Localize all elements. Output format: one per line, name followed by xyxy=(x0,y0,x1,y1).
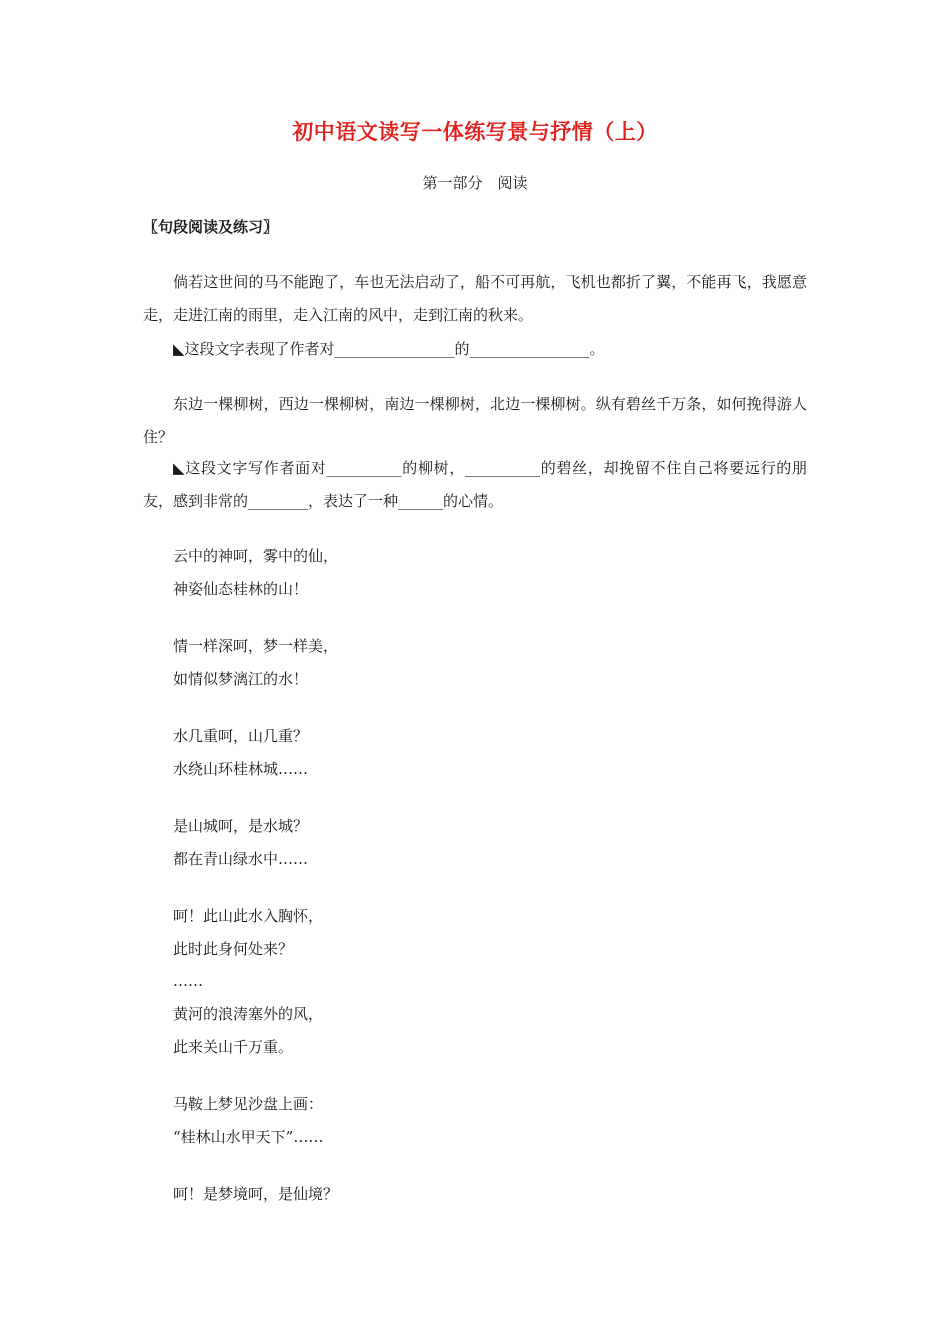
passage-2: 东边一棵柳树，西边一棵柳树，南边一棵柳树，北边一棵柳树。纵有碧丝千万条，如何挽得游人住？ xyxy=(143,395,807,446)
poem-line: 云中的神呵，雾中的仙， xyxy=(173,547,339,565)
poem-line: 情一样深呵，梦一样美， xyxy=(173,637,339,655)
poem-line: 都在青山绿水中…… xyxy=(173,850,309,868)
poem-line: 此来关山千万重。 xyxy=(173,1038,294,1056)
poem-line: 马鞍上梦见沙盘上画： xyxy=(173,1095,324,1113)
poem-line: 呵！此山此水入胸怀， xyxy=(173,907,324,925)
poem-line: 神姿仙态桂林的山！ xyxy=(173,580,309,598)
poem-ellipsis: …… xyxy=(173,972,203,990)
question-1: ◣这段文字表现了作者对________________的________________。 xyxy=(173,340,605,358)
poem-line: 呵！是梦境呵，是仙境？ xyxy=(173,1185,339,1203)
question-2: ◣这段文字写作者面对__________的柳树，__________的碧丝，却挽留不住自己将要远行的朋友，感到非常的________，表达了一种______的心情。 xyxy=(143,459,807,510)
part-subtitle: 第一部分 阅读 xyxy=(422,174,528,192)
poem-line: 此时此身何处来？ xyxy=(173,940,294,958)
poem-line: 水绕山环桂林城…… xyxy=(173,760,309,778)
document-title: 初中语文读写一体练写景与抒情（上） xyxy=(292,120,658,144)
poem-line: “桂林山水甲天下”…… xyxy=(173,1128,324,1146)
passage-1: 倘若这世间的马不能跑了，车也无法启动了，船不可再航，飞机也都折了翼，不能再飞，我愿意走，走进江南的雨里，走入江南的风中，走到江南的秋来。 xyxy=(143,273,807,324)
poem-line: 如情似梦漓江的水！ xyxy=(173,670,309,688)
poem-line: 黄河的浪涛塞外的风， xyxy=(173,1005,324,1023)
poem-line: 是山城呵，是水城？ xyxy=(173,817,309,835)
section-heading: 〖句段阅读及练习〗 xyxy=(143,218,279,236)
poem-line: 水几重呵，山几重？ xyxy=(173,727,309,745)
